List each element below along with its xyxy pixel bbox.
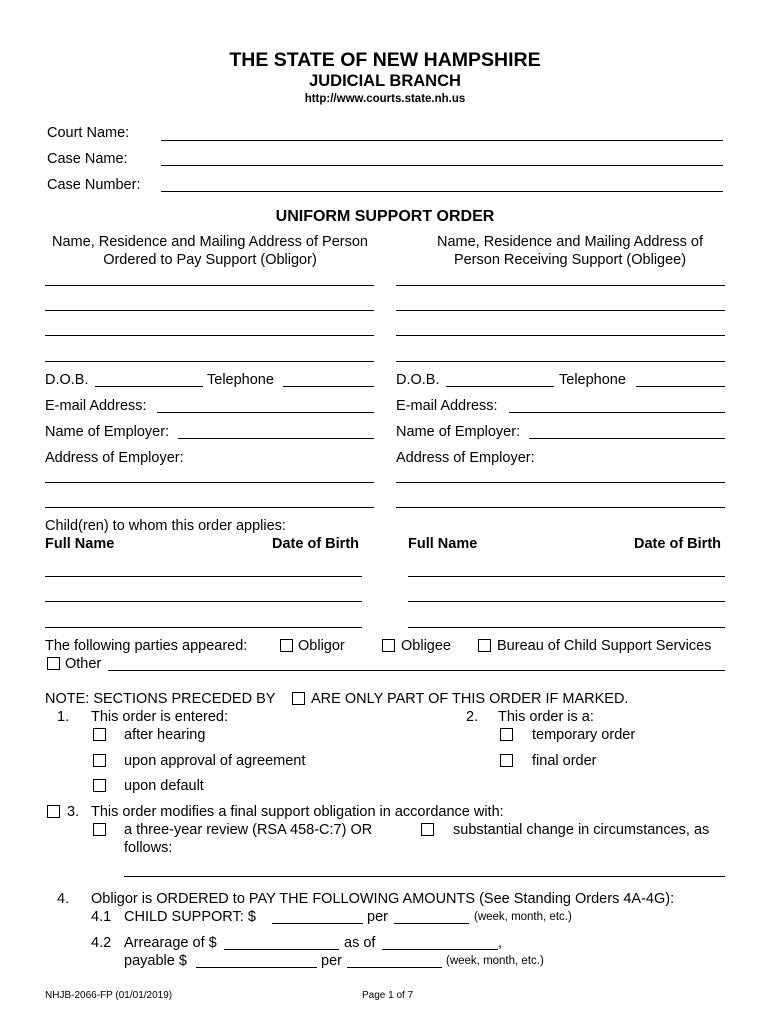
obligor-employer-label: Name of Employer: [45,424,170,440]
section2-label: This order is a: [498,709,594,725]
court-name-field[interactable] [161,140,723,141]
arrearage-amount-field[interactable] [224,949,339,950]
substantial-change-label: substantial change in circumstances, as [453,822,710,838]
children-dob-header-left: Date of Birth [272,536,359,552]
obligee-heading-line1: Name, Residence and Mailing Address of [437,234,703,250]
obligor-email-field[interactable] [157,412,374,413]
payable-per-label: per [321,953,342,969]
obligor-employer-address-label: Address of Employer: [45,450,184,466]
obligor-dob-field[interactable] [95,386,203,387]
section3-label: This order modifies a final support obligation in accordance with: [91,804,504,820]
children-full-name-header-left: Full Name [45,536,115,552]
obligee-address-line[interactable] [396,361,725,362]
obligee-email-field[interactable] [509,412,725,413]
child-line[interactable] [408,601,725,602]
case-name-label: Case Name: [47,151,128,167]
court-name-label: Court Name: [47,125,130,141]
child-line[interactable] [45,601,362,602]
obligor-telephone-label: Telephone [207,372,274,388]
after-hearing-checkbox[interactable] [93,728,106,741]
section3-checkbox[interactable] [47,805,60,818]
section4-label: Obligor is ORDERED to PAY THE FOLLOWING AMOUNTS (See Standing Orders 4A-4G): [91,891,675,907]
obligee-dob-label: D.O.B. [396,372,440,388]
obligee-employer-address-line[interactable] [396,482,725,483]
form-title: UNIFORM SUPPORT ORDER [275,208,495,225]
bcss-appeared-label: Bureau of Child Support Services [497,638,712,654]
obligee-address-line[interactable] [396,310,725,311]
case-name-field[interactable] [161,165,723,166]
child-support-amount-field[interactable] [272,923,363,924]
obligee-address-line[interactable] [396,335,725,336]
note-prefix: NOTE: SECTIONS PRECEDED BY [45,691,276,707]
temporary-order-label: temporary order [532,727,636,743]
payable-label: payable $ [124,953,187,969]
case-number-field[interactable] [161,191,723,192]
form-id: NHJB-2066-FP (01/01/2019) [45,990,173,1001]
children-dob-header-right: Date of Birth [634,536,721,552]
child-line[interactable] [408,576,725,577]
obligor-heading-line2: Ordered to Pay Support (Obligor) [103,252,317,268]
obligee-employer-address-line[interactable] [396,507,725,508]
children-intro: Child(ren) to whom this order applies: [45,518,286,534]
parties-label: The following parties appeared: [45,638,248,654]
substantial-change-continued: follows: [124,840,173,856]
upon-default-label: upon default [124,778,204,794]
child-line[interactable] [45,576,362,577]
obligee-address-line[interactable] [396,285,725,286]
obligee-heading-line2: Person Receiving Support (Obligee) [453,252,687,268]
three-year-review-checkbox[interactable] [93,823,106,836]
child-support-per-label: per [367,909,388,925]
arrearage-label: Arrearage of $ [124,935,217,951]
bcss-appeared-checkbox[interactable] [478,639,491,652]
other-appeared-checkbox[interactable] [47,657,60,670]
obligee-dob-field[interactable] [446,386,554,387]
arrearage-comma: , [498,935,503,951]
page-title: THE STATE OF NEW HAMPSHIRE [229,49,541,71]
obligor-address-line[interactable] [45,310,374,311]
child-line[interactable] [408,627,725,628]
obligor-telephone-field[interactable] [283,386,374,387]
child-line[interactable] [45,627,362,628]
court-url: http://www.courts.state.nh.us [304,93,466,105]
obligor-email-label: E-mail Address: [45,398,147,414]
obligee-telephone-field[interactable] [636,386,725,387]
section3-number: 3. [67,804,80,820]
approval-agreement-label: upon approval of agreement [124,753,306,769]
note-checkbox-sample [292,692,305,705]
after-hearing-label: after hearing [124,727,206,743]
approval-agreement-checkbox[interactable] [93,754,106,767]
payable-amount-field[interactable] [196,967,317,968]
obligee-appeared-label: Obligee [401,638,451,654]
payable-period-field[interactable] [347,967,442,968]
obligor-address-line[interactable] [45,335,374,336]
obligor-employer-address-line[interactable] [45,482,374,483]
obligee-employer-label: Name of Employer: [396,424,521,440]
section42-number: 4.2 [91,935,112,951]
obligee-email-label: E-mail Address: [396,398,498,414]
arrearage-date-field[interactable] [382,949,498,950]
obligor-appeared-label: Obligor [298,638,345,654]
substantial-change-checkbox[interactable] [421,823,434,836]
section1-number: 1. [57,709,70,725]
case-number-label: Case Number: [47,177,141,193]
obligor-appeared-checkbox[interactable] [280,639,293,652]
section4-number: 4. [57,891,70,907]
obligor-dob-label: D.O.B. [45,372,89,388]
section2-number: 2. [466,709,479,725]
final-order-label: final order [532,753,597,769]
other-appeared-field[interactable] [108,670,725,671]
child-support-period-note: (week, month, etc.) [474,911,572,923]
page-subtitle: JUDICIAL BRANCH [309,72,461,90]
three-year-review-label: a three-year review (RSA 458-C:7) OR [124,822,373,838]
obligor-employer-address-line[interactable] [45,507,374,508]
section3-explanation-field[interactable] [124,876,725,877]
child-support-period-field[interactable] [394,923,469,924]
obligor-address-line[interactable] [45,361,374,362]
obligor-heading-line1: Name, Residence and Mailing Address of Person [52,234,368,250]
note-suffix: ARE ONLY PART OF THIS ORDER IF MARKED. [311,691,629,707]
obligor-employer-field[interactable] [178,438,374,439]
obligee-employer-address-label: Address of Employer: [396,450,535,466]
section41-number: 4.1 [91,909,112,925]
obligee-employer-field[interactable] [529,438,725,439]
upon-default-checkbox[interactable] [93,779,106,792]
page-number: Page 1 of 7 [362,990,414,1001]
child-support-label: CHILD SUPPORT: $ [124,909,256,925]
obligee-telephone-label: Telephone [559,372,626,388]
temporary-order-checkbox[interactable] [500,728,513,741]
other-appeared-label: Other [65,656,102,672]
arrearage-as-of-label: as of [344,935,376,951]
children-full-name-header-right: Full Name [408,536,478,552]
final-order-checkbox[interactable] [500,754,513,767]
section1-label: This order is entered: [91,709,229,725]
payable-period-note: (week, month, etc.) [446,955,544,967]
obligee-appeared-checkbox[interactable] [382,639,395,652]
obligor-address-line[interactable] [45,285,374,286]
